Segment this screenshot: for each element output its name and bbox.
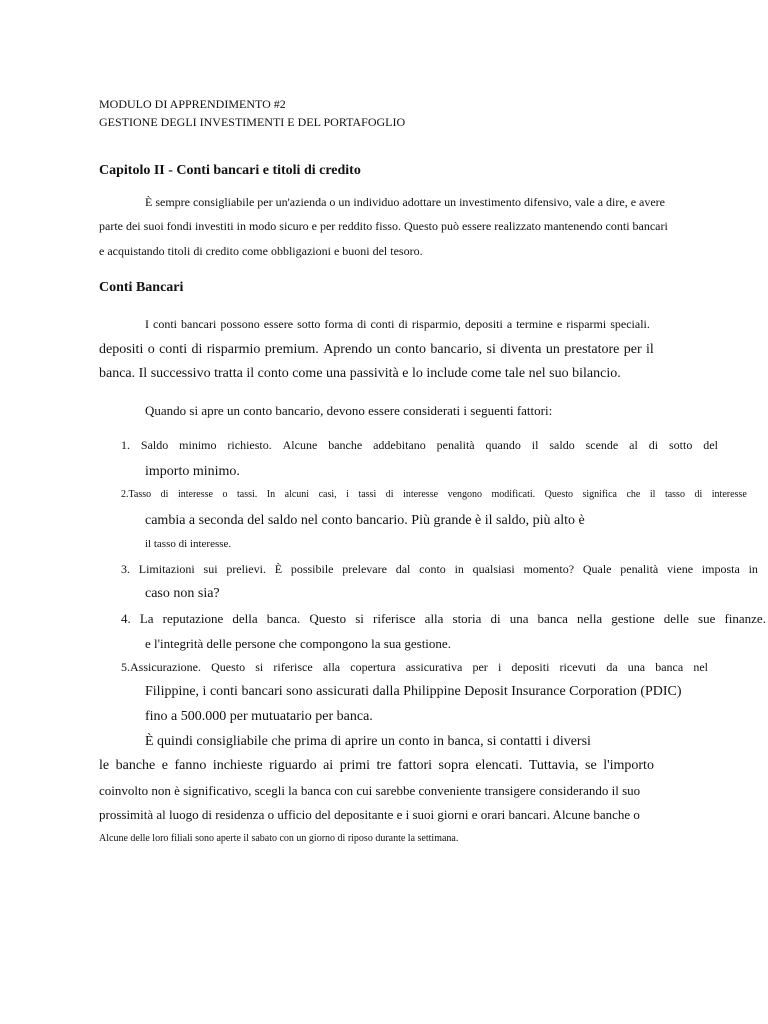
word: primi [339, 758, 371, 773]
word: conti [159, 342, 188, 357]
word: nella [576, 611, 603, 626]
word: riferisce [373, 611, 416, 626]
word: il [649, 489, 656, 500]
word: bancari [181, 317, 217, 331]
word: sui [203, 562, 218, 576]
word: possono [220, 317, 260, 331]
word: conto [394, 342, 427, 357]
word: modificati. [491, 489, 536, 500]
word: di [385, 489, 394, 500]
word: prelievi. [226, 562, 266, 576]
word: possibile [290, 562, 334, 576]
word: una [509, 611, 529, 626]
word: se [585, 758, 597, 773]
word: reputazione [162, 611, 224, 626]
word: l'importo [603, 758, 654, 773]
word: e [556, 317, 563, 331]
word: termine [516, 317, 553, 331]
word: ricevuti [559, 660, 597, 674]
word: si [486, 342, 496, 357]
word: risparmio, [411, 317, 461, 331]
word: ai [323, 758, 334, 773]
word: depositi [99, 342, 144, 357]
word: Saldo [140, 438, 169, 452]
word: sue [698, 611, 716, 626]
factor-1-line-2: importo minimo. [145, 464, 240, 479]
factor-5-line-3: fino a 500.000 per mutuatario per banca. [145, 709, 373, 724]
word: casi, [318, 489, 337, 500]
para1-line-3: banca. Il successivo tratta il conto come una passività e lo include come tale nel suo bilancio. [99, 366, 621, 381]
word: depositi [511, 660, 550, 674]
course-title: GESTIONE DEGLI INVESTIMENTI E DEL PORTAFOGLIO [99, 115, 406, 129]
word: o [222, 489, 228, 500]
word: banche [328, 438, 363, 452]
word: È [274, 562, 283, 576]
word: speciali. [610, 317, 650, 331]
word: si [255, 660, 264, 674]
word: 1. [121, 438, 130, 452]
closing-line-3: coinvolto non è significativo, scegli la banca con cui sarebbe conveniente transigere considerando il suo [99, 783, 641, 798]
word: riferisce [273, 660, 313, 674]
word: I [145, 317, 149, 331]
word: copertura [350, 660, 396, 674]
word: finanze. [724, 611, 766, 626]
word: Questo [211, 660, 246, 674]
word: tasso [664, 489, 685, 500]
word: per [623, 342, 642, 357]
word: interesse [177, 489, 213, 500]
word: 3. [121, 562, 130, 576]
word: inchieste [212, 758, 263, 773]
word: i [346, 489, 349, 500]
word: nel [693, 660, 708, 674]
word: e [161, 758, 168, 773]
word: che [626, 489, 641, 500]
factor-4-line-2: e l'integrità delle persone che compongono la sua gestione. [145, 636, 451, 651]
word: fattori [397, 758, 433, 773]
word: In [266, 489, 276, 500]
word: saldo [549, 438, 575, 452]
word: Limitazioni [138, 562, 195, 576]
closing-line-5: Alcune delle loro filiali sono aperte il sabato con un giorno di riposo durante la settimana. [99, 833, 459, 844]
word: quando [485, 438, 521, 452]
word: qualsiasi [472, 562, 515, 576]
word: si [355, 611, 364, 626]
word: il [646, 342, 654, 357]
word: significa [582, 489, 617, 500]
word: bancario, [430, 342, 483, 357]
word: 2.Tasso [121, 489, 152, 500]
word: forma [324, 317, 354, 331]
word: tre [376, 758, 392, 773]
word: per [472, 660, 488, 674]
word: una [627, 660, 646, 674]
word: un [376, 342, 391, 357]
word: tassi [358, 489, 377, 500]
word: vengono [447, 489, 483, 500]
word: alla [322, 660, 341, 674]
word: banca [537, 611, 568, 626]
word: conto [419, 562, 446, 576]
word: Quale [582, 562, 612, 576]
word: i [497, 660, 502, 674]
word: penalità [620, 562, 659, 576]
chapter-title: Capitolo II - Conti bancari e titoli di credito [99, 163, 361, 178]
word: del [703, 438, 718, 452]
word: Aprendo [323, 342, 373, 357]
factors-intro: Quando si apre un conto bancario, devono essere considerati i seguenti fattori: [145, 403, 553, 418]
word: di [160, 489, 169, 500]
word: addebitano [373, 438, 426, 452]
word: di [398, 317, 408, 331]
factor-3-line-1 [121, 563, 758, 575]
intro-line-3: e acquistando titoli di credito come obbligazioni e buoni del tesoro. [99, 244, 423, 258]
word: risparmi [566, 317, 607, 331]
intro-line-1: È sempre consigliabile per un'azienda o un individuo adottare un investimento difensivo, vale a dire, e avere [145, 195, 665, 209]
word: depositi [464, 317, 503, 331]
word: momento? [523, 562, 575, 576]
word: Tuttavia, [528, 758, 579, 773]
word: Questo [309, 611, 347, 626]
factor-2-line-2: cambia a seconda del saldo nel conto bancario. Più grande è il saldo, più alto è [145, 513, 585, 528]
word: richiesto. [227, 438, 272, 452]
word: dal [395, 562, 411, 576]
word: delle [663, 611, 689, 626]
closing-line-2 [99, 759, 654, 773]
word: di [648, 438, 659, 452]
word: le [99, 758, 110, 773]
word: della [232, 611, 258, 626]
word: sotto [297, 317, 321, 331]
word: il [531, 438, 539, 452]
word: minimo [179, 438, 217, 452]
word: Alcune [282, 438, 318, 452]
module-label: MODULO DI APPRENDIMENTO #2 [99, 97, 286, 111]
word: interesse [403, 489, 439, 500]
word: conti [153, 317, 178, 331]
word: Questo [544, 489, 573, 500]
factor-5-line-1 [121, 661, 708, 673]
word: tassi. [236, 489, 258, 500]
factor-1-line-1 [121, 439, 718, 451]
word: in [748, 562, 758, 576]
word: banche [115, 758, 156, 773]
word: prelevare [342, 562, 387, 576]
word: scende [585, 438, 619, 452]
word: di [694, 489, 703, 500]
word: di [191, 342, 203, 357]
word: in [454, 562, 464, 576]
word: da [606, 660, 618, 674]
word: di [357, 317, 367, 331]
word: banca. [266, 611, 301, 626]
word: banca [655, 660, 684, 674]
word: al [629, 438, 638, 452]
word: elencati. [475, 758, 523, 773]
closing-line-4: prossimità al luogo di residenza o ufficio del depositante e i suoi giorni e orari bancari. Alcune banche o [99, 807, 640, 822]
word: riguardo [269, 758, 317, 773]
word: risparmio [206, 342, 261, 357]
word: o [147, 342, 155, 357]
word: di [490, 611, 501, 626]
word: assicurativa [405, 660, 463, 674]
factor-2-line-3: il tasso di interesse. [145, 538, 232, 550]
word: viene [667, 562, 694, 576]
word: 5.Assicurazione. [121, 660, 201, 674]
factor-3-line-2: caso non sia? [145, 586, 220, 601]
word: gestione [611, 611, 655, 626]
word: prestatore [564, 342, 620, 357]
factor-4-line-1 [121, 612, 766, 625]
factor-2-line-1 [121, 490, 747, 500]
word: La [139, 611, 154, 626]
word: sopra [438, 758, 469, 773]
closing-line-1: È quindi consigliabile che prima di aprire un conto in banca, si contatti i diversi [145, 734, 591, 749]
word: 4. [121, 611, 131, 626]
factor-5-line-2: Filippine, i conti bancari sono assicurati dalla Philippine Deposit Insurance Corporation (PDIC) [145, 684, 682, 699]
word: conti [370, 317, 395, 331]
word: sotto [669, 438, 693, 452]
word: storia [452, 611, 482, 626]
word: interesse [711, 489, 747, 500]
word: fanno [174, 758, 207, 773]
intro-line-2: parte dei suoi fondi investiti in modo sicuro e per reddito fisso. Questo può essere realizzato mantenendo conti bancari [99, 219, 668, 233]
para1-line-2 [99, 343, 654, 357]
section-title: Conti Bancari [99, 280, 184, 295]
word: diventa [500, 342, 542, 357]
word: alcuni [284, 489, 310, 500]
word: premium. [264, 342, 319, 357]
word: a [506, 317, 513, 331]
para1-line-1 [145, 318, 650, 330]
word: alla [424, 611, 444, 626]
word: un [545, 342, 560, 357]
word: imposta [701, 562, 740, 576]
word: penalità [436, 438, 475, 452]
word: essere [263, 317, 294, 331]
